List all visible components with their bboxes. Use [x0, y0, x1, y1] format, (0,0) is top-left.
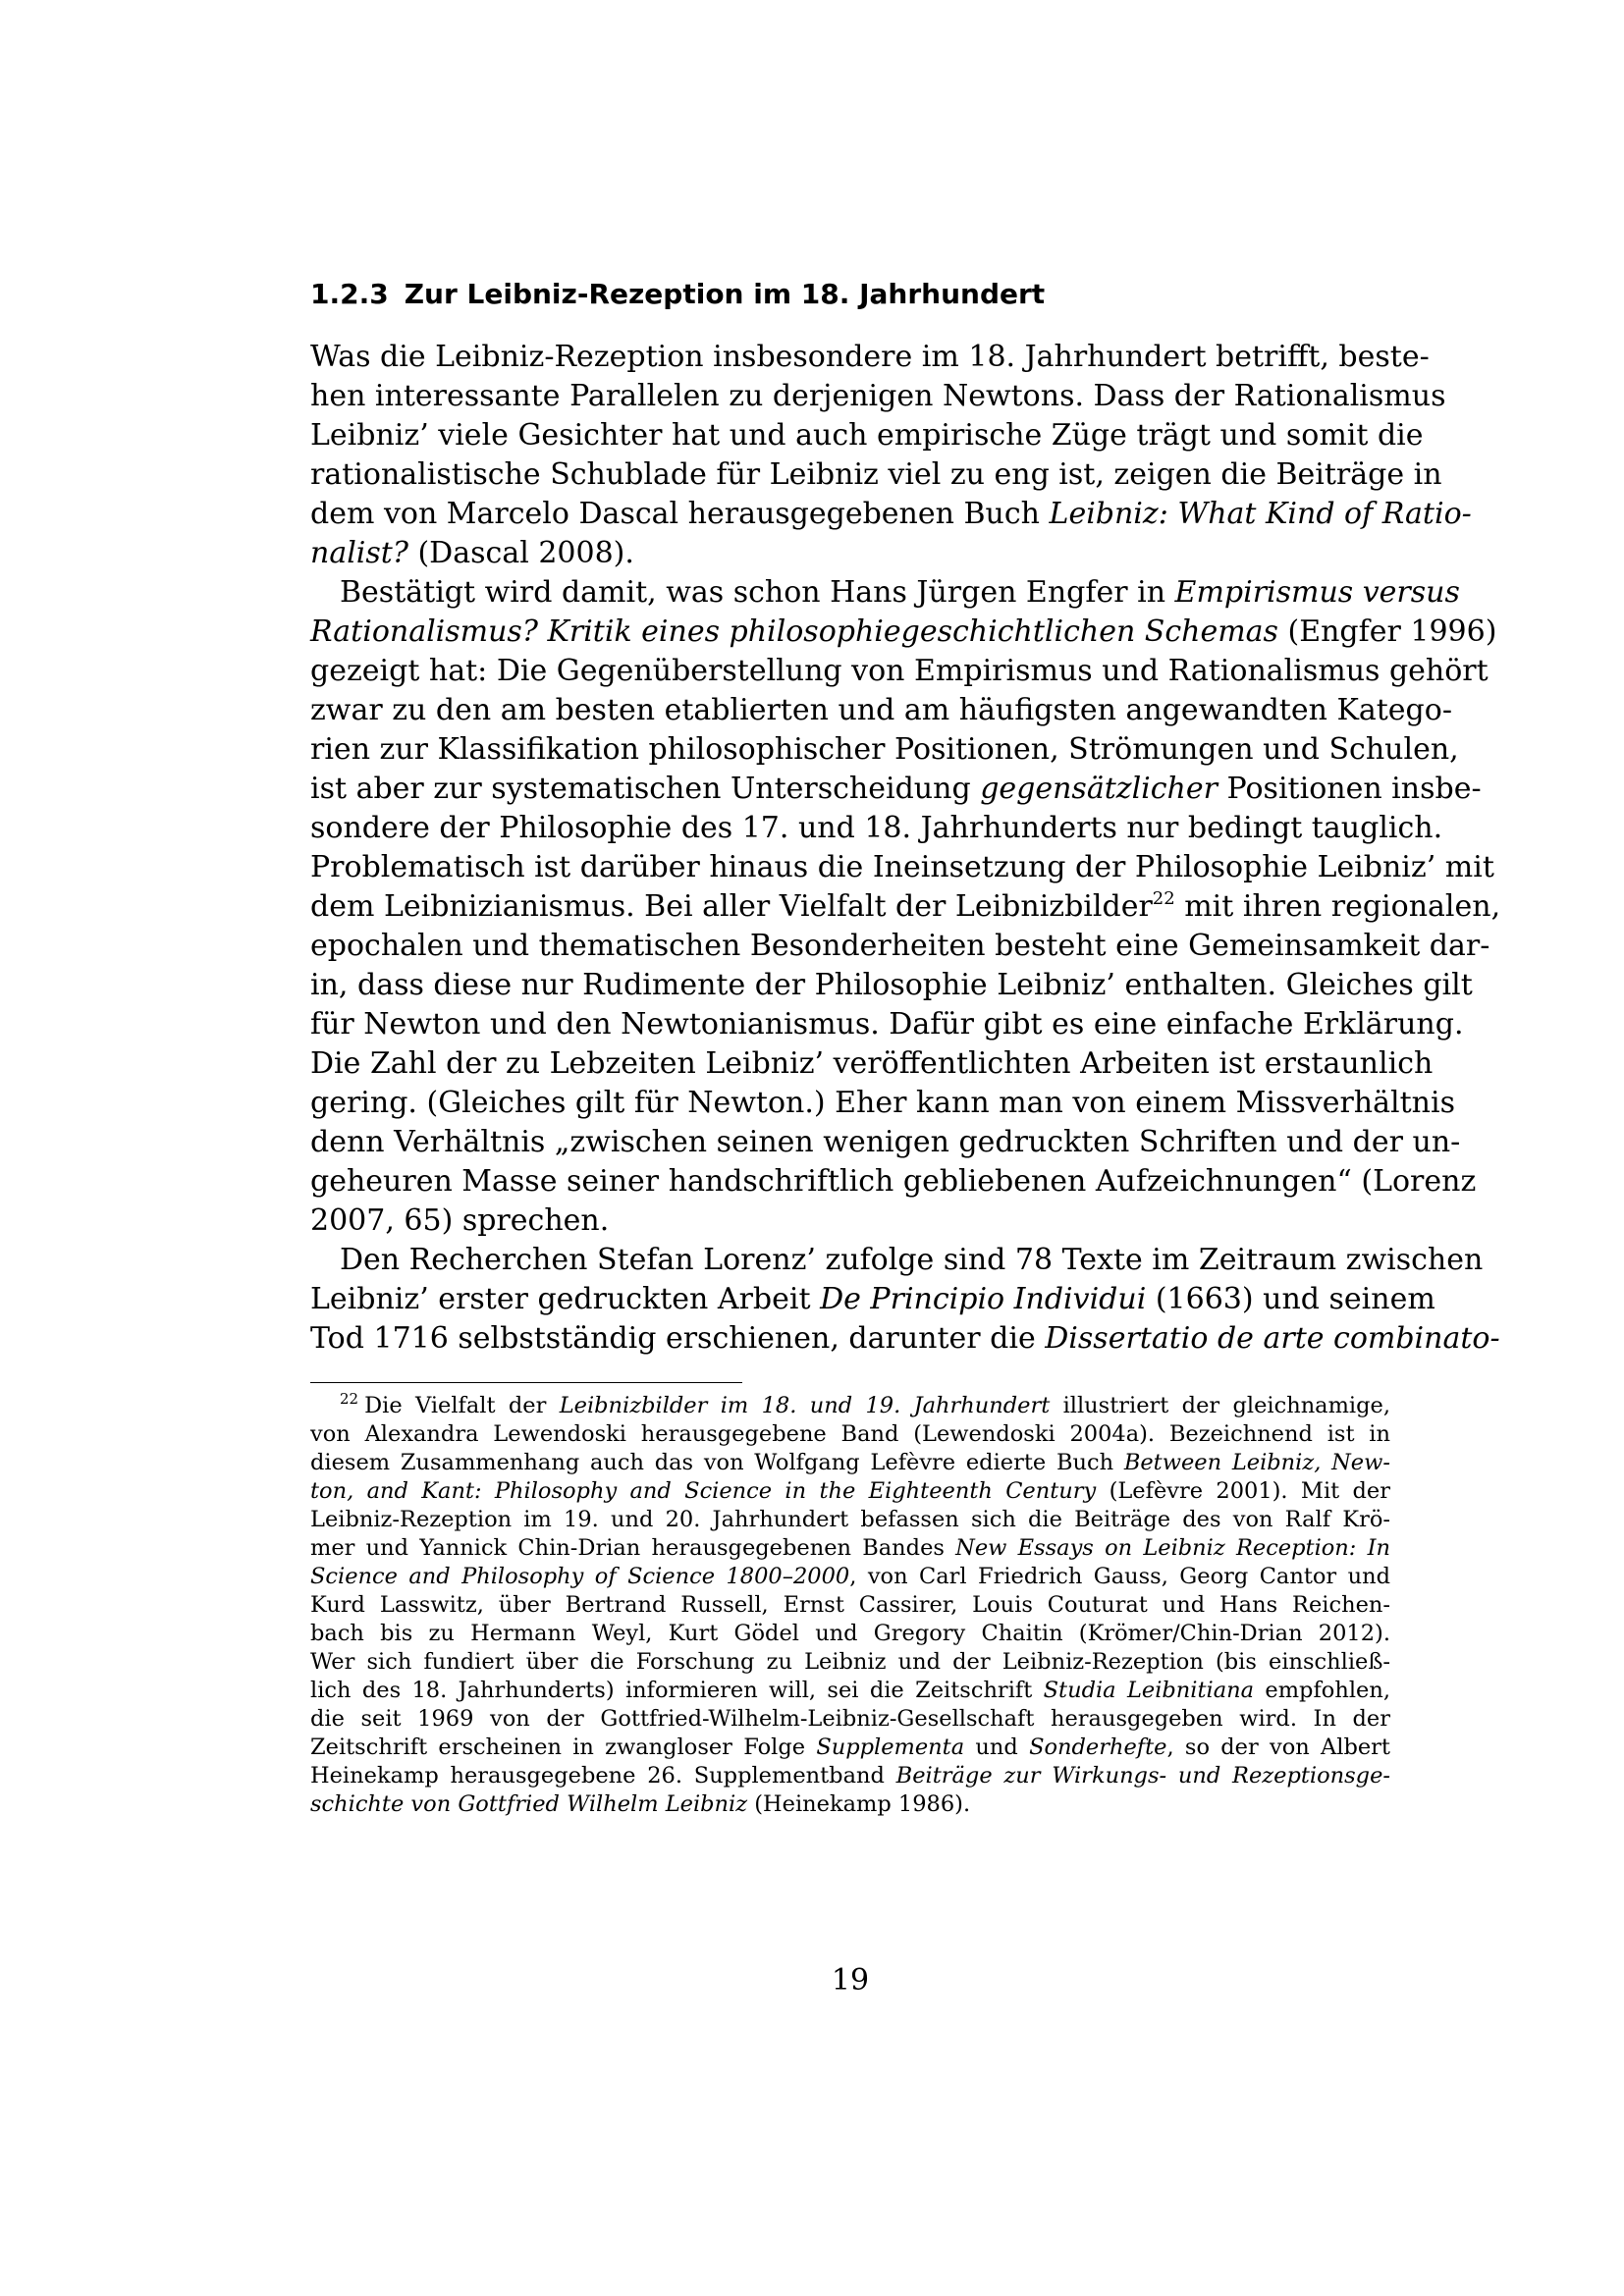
text-line: Bestätigt wird damit, was schon Hans Jürgen Engfer in Empirismus versus [340, 575, 1460, 610]
section-title: Zur Leibniz-Rezeption im 18. Jahrhundert [404, 278, 1046, 310]
footnote-line: diesem Zusammenhang auch das von Wolfgang Lefèvre edierte Buch Between Leibniz, New- [310, 1450, 1390, 1475]
text-line: ist aber zur systematischen Unterscheidung gegensätzlicher Positionen insbe- [310, 772, 1482, 806]
book-title: ton, and Kant: Philosophy and Science in the Eighteenth Century [310, 1478, 1097, 1504]
footnote-line: $^{22}$ Die Vielfalt der Leibnizbilder im 18. und 19. Jahrhundert illustriert der gleichnamige, [340, 1390, 1390, 1418]
body-text [310, 338, 1501, 1359]
book-title: Rationalismus? Kritik eines philosophiegeschichtlichen Schemas [310, 614, 1278, 649]
book-title: Leibniz: What Kind of Ratio- [1049, 497, 1472, 531]
text-line: zwar zu den am besten etablierten und am häufigsten angewandten Katego- [310, 693, 1452, 727]
text-line: Problematisch ist darüber hinaus die Ineinsetzung der Philosophie Leibniz’ mit [310, 850, 1494, 884]
text-line: epochalen und thematischen Besonderheiten besteht eine Gemeinsamkeit dar- [310, 929, 1490, 963]
book-title: Empirismus versus [1174, 575, 1460, 610]
footnote [310, 1392, 1390, 1819]
text-line: denn Verhältnis „zwischen seinen wenigen gedruckten Schriften und der un- [310, 1125, 1461, 1159]
text-line: rationalistische Schublade für Leibniz viel zu eng ist, zeigen die Beiträge in [310, 457, 1442, 492]
journal-title: Studia Leibnitiana [1043, 1678, 1255, 1703]
text-line: für Newton und den Newtonianismus. Dafür gibt es eine einfache Erklärung. [310, 1007, 1464, 1041]
footnote-line: Heinekamp herausgegebene 26. Supplementband Beiträge zur Wirkungs- und Rezeptionsge- [310, 1763, 1390, 1789]
text-line: Tod 1716 selbstständig erschienen, darunter die Dissertatio de arte combinato- [310, 1321, 1500, 1356]
footnote-line: Science and Philosophy of Science 1800–2000, von Carl Friedrich Gauss, Georg Cantor und [310, 1564, 1390, 1589]
page-number: 19 [831, 1963, 870, 1998]
text-line: gezeigt hat: Die Gegenüberstellung von Empirismus und Rationalismus gehört [310, 654, 1489, 688]
footnote-line: Wer sich fundiert über die Forschung zu Leibniz und der Leibniz-Rezeption (bis einschließ- [310, 1649, 1390, 1675]
footnote-line: bach bis zu Hermann Weyl, Kurt Gödel und Gregory Chaitin (Krömer/Chin-Drian 2012). [310, 1621, 1390, 1646]
emphasis: gegensätzlicher [980, 772, 1218, 806]
text-line: hen interessante Parallelen zu derjenigen Newtons. Dass der Rationalismus [310, 379, 1446, 413]
text-line: rien zur Klassifikation philosophischer Positionen, Strömungen und Schulen, [310, 732, 1459, 767]
book-title: Science and Philosophy of Science 1800–2000 [310, 1564, 850, 1589]
text-line: 2007, 65) sprechen. [310, 1203, 610, 1238]
footnote-line: mer und Yannick Chin-Drian herausgegebenen Bandes New Essays on Leibniz Reception: In [310, 1535, 1390, 1561]
book-title: Dissertatio de arte combinato- [1045, 1321, 1500, 1356]
book-title: Leibnizbilder im 18. und 19. Jahrhundert [559, 1393, 1051, 1418]
text-line: in, dass diese nur Rudimente der Philosophie Leibniz’ enthalten. Gleiches gilt [310, 968, 1473, 1002]
text-line: nalist? (Dascal 2008). [310, 536, 634, 570]
text-line: geheuren Masse seiner handschriftlich gebliebenen Aufzeichnungen“ (Lorenz [310, 1164, 1477, 1199]
footnote-reference[interactable]: 22 [1152, 888, 1175, 909]
footnote-line: schichte von Gottfried Wilhelm Leibniz (Heinekamp 1986). [310, 1791, 971, 1817]
footnote-line: Leibniz-Rezeption im 19. und 20. Jahrhundert befassen sich die Beiträge des von Ralf Krö- [310, 1507, 1390, 1532]
footnote-line: Kurd Lasswitz, über Bertrand Russell, Ernst Cassirer, Louis Couturat und Hans Reichen- [310, 1592, 1390, 1618]
text-line: dem von Marcelo Dascal herausgegebenen Buch Leibniz: What Kind of Ratio- [310, 497, 1472, 531]
section-heading [310, 275, 1390, 314]
footnote-line: von Alexandra Lewendoski herausgegebene Band (Lewendoski 2004a). Bezeichnend ist in [310, 1421, 1390, 1447]
section-number: 1.2.3 [310, 278, 389, 310]
footnote-line: die seit 1969 von der Gottfried-Wilhelm-Leibniz-Gesellschaft herausgegeben wird. In der [310, 1706, 1390, 1732]
text-line: dem Leibnizianismus. Bei aller Vielfalt der Leibnizbilder$^{22}$ mit ihren regionalen, [310, 888, 1501, 924]
text-line: Was die Leibniz-Rezeption insbesondere im 18. Jahrhundert betrifft, beste- [310, 340, 1430, 374]
footnote-marker: 22 [340, 1390, 359, 1408]
text-line: Die Zahl der zu Lebzeiten Leibniz’ veröffentlichten Arbeiten ist erstaunlich [310, 1046, 1434, 1081]
footnote-rule [310, 1382, 742, 1383]
footnote-line: lich des 18. Jahrhunderts) informieren will, sei die Zeitschrift Studia Leibnitiana empfohlen, [310, 1678, 1390, 1703]
book-title: Between Leibniz, New- [1123, 1450, 1390, 1475]
book-title: Beiträge zur Wirkungs- und Rezeptionsge- [895, 1763, 1390, 1789]
series-title: Supplementa [816, 1735, 965, 1760]
book-title: New Essays on Leibniz Reception: In [955, 1535, 1390, 1561]
text-line: Leibniz’ erster gedruckten Arbeit De Principio Individui (1663) und seinem [310, 1282, 1435, 1316]
footnote-line: ton, and Kant: Philosophy and Science in the Eighteenth Century (Lefèvre 2001). Mit der [310, 1478, 1390, 1504]
text-line: Leibniz’ viele Gesichter hat und auch empirische Züge trägt und somit die [310, 418, 1424, 453]
text-line: Rationalismus? Kritik eines philosophiegeschichtlichen Schemas (Engfer 1996) [310, 614, 1497, 649]
text-line: gering. (Gleiches gilt für Newton.) Eher kann man von einem Missverhältnis [310, 1086, 1455, 1120]
text-line: sondere der Philosophie des 17. und 18. Jahrhunderts nur bedingt tauglich. [310, 811, 1443, 845]
text-line: Den Recherchen Stefan Lorenz’ zufolge sind 78 Texte im Zeitraum zwischen [340, 1243, 1484, 1277]
book-title: De Principio Individui [820, 1282, 1147, 1316]
book-title: schichte von Gottfried Wilhelm Leibniz [310, 1791, 748, 1817]
footnote-line: Zeitschrift erscheinen in zwangloser Folge Supplementa und Sonderhefte, so der von Albert [310, 1735, 1390, 1760]
series-title: Sonderhefte [1029, 1735, 1167, 1760]
book-title: nalist? [310, 536, 408, 570]
